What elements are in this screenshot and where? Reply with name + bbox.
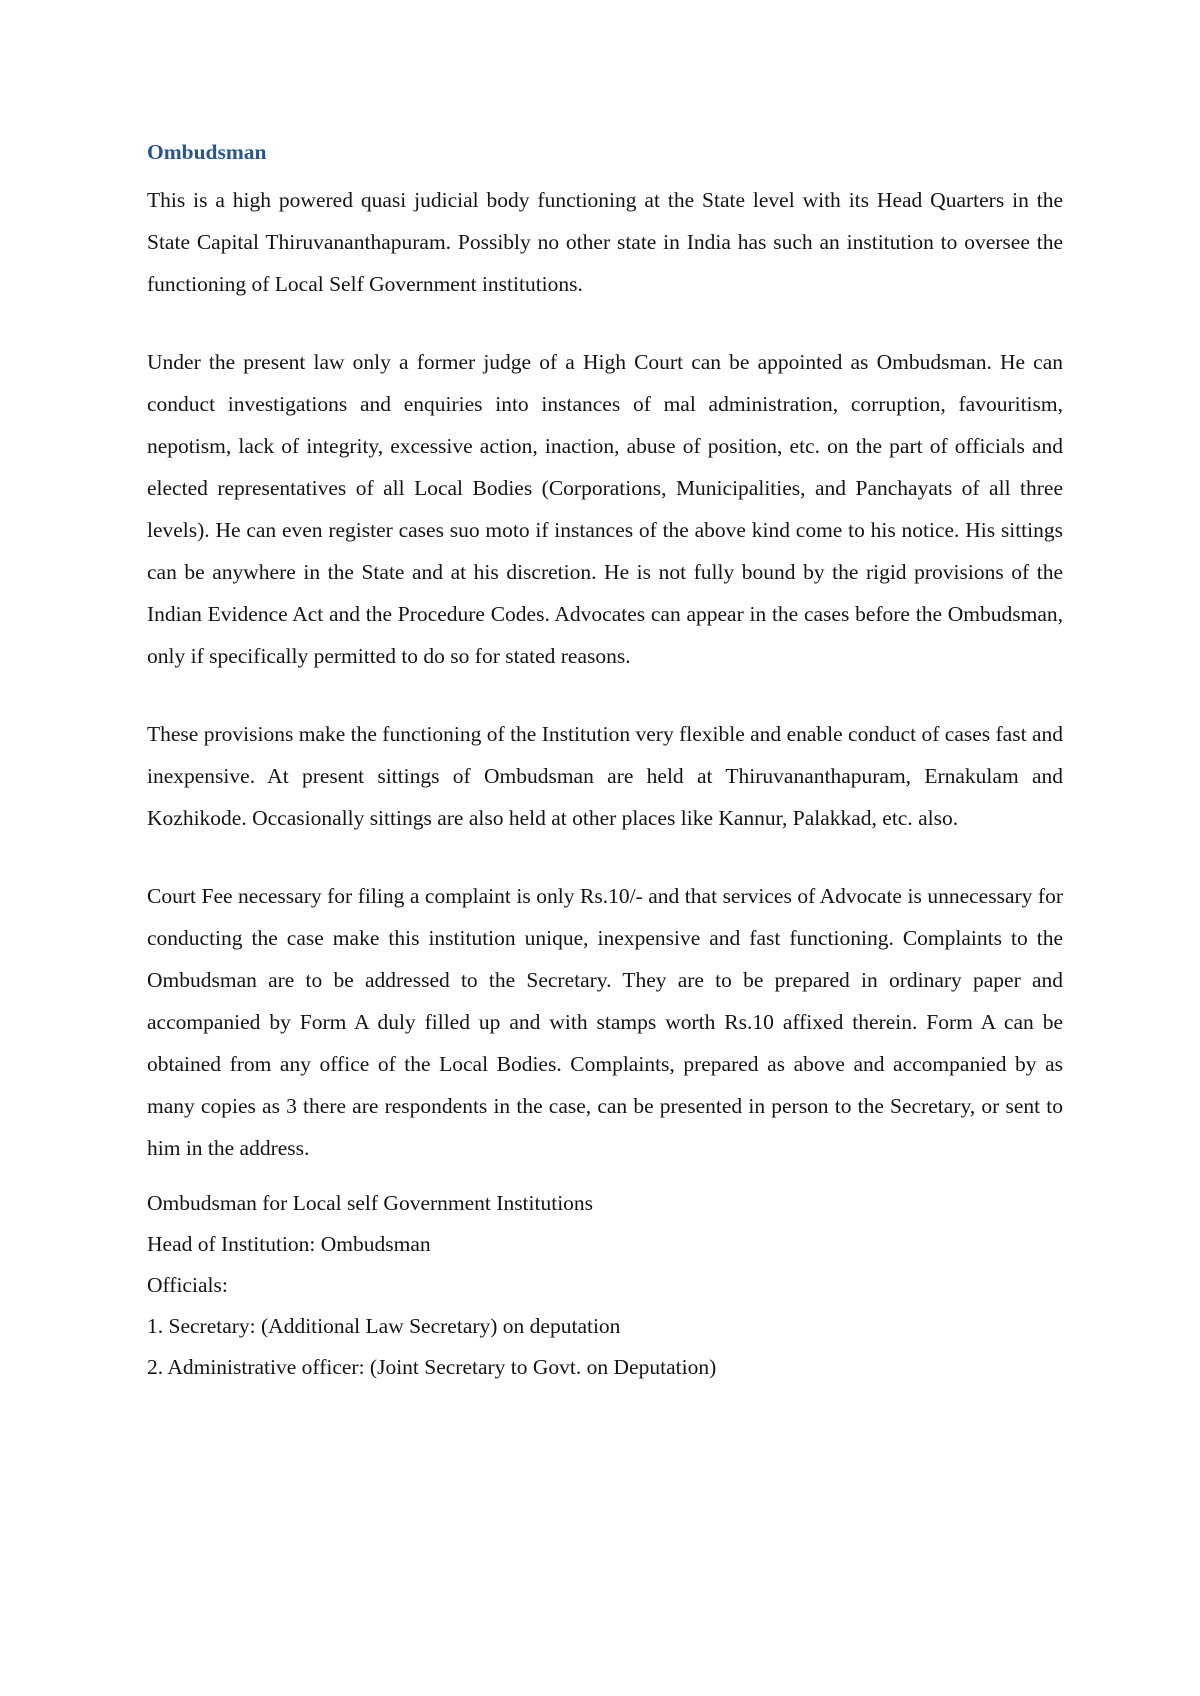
- paragraph-sittings: These provisions make the functioning of the Institution very flexible and enable conduct of cases fast and inexpensive. At present sittings of Ombudsman are held at Thiruvananthapuram, Ernakulam and Kozhikode. Occasionally sittings are also held at other places like Kannur, Palakkad, etc. also.: [147, 722, 1063, 830]
- document-page: [147, 138, 1063, 1388]
- paragraph-court-fee: Court Fee necessary for filing a complaint is only Rs.10/- and that services of Advocate is unnecessary for conducting the case make this institution unique, inexpensive and fast functioning. Complaints to the Ombudsman are to be addressed to the Secretary. They are to be prepared in ordinary paper and accompanied by Form A duly filled up and with stamps worth Rs.10 affixed therein. Form A can be obtained from any office of the Local Bodies. Complaints, prepared as above and accompanied by as many copies as 3 there are respondents in the case, can be presented in person to the Secretary, or sent to him in the address.: [147, 884, 1063, 1160]
- paragraph-spacer: [147, 839, 1063, 875]
- paragraph-intro: This is a high powered quasi judicial body functioning at the State level with its Head Quarters in the State Capital Thiruvananthapuram. Possibly no other state in India has such an institution to oversee the functioning of Local Self Government institutions.: [147, 188, 1063, 296]
- paragraph-spacer: [147, 305, 1063, 341]
- document-heading: Ombudsman: [147, 140, 267, 164]
- officials-label: Officials:: [147, 1273, 228, 1297]
- paragraph-powers: Under the present law only a former judge of a High Court can be appointed as Ombudsman. He can conduct investigations and enquiries into instances of mal administration, corruption, favouritism, nepotism, lack of integrity, excessive action, inaction, abuse of position, etc. on the part of officials and elected representatives of all Local Bodies (Corporations, Municipalities, and Panchayats of all three levels). He can even register cases suo moto if instances of the above kind come to his notice. His sittings can be anywhere in the State and at his discretion. He is not fully bound by the rigid provisions of the Indian Evidence Act and the Procedure Codes. Advocates can appear in the cases before the Ombudsman, only if specifically permitted to do so for stated reasons.: [147, 350, 1063, 668]
- official-item: 2. Administrative officer: (Joint Secretary to Govt. on Deputation): [147, 1355, 717, 1379]
- official-item: 1. Secretary: (Additional Law Secretary) on deputation: [147, 1314, 621, 1338]
- institution-name: Ombudsman for Local self Government Institutions: [147, 1191, 594, 1215]
- paragraph-spacer: [147, 1169, 1063, 1183]
- institution-head: Head of Institution: Ombudsman: [147, 1232, 431, 1256]
- paragraph-spacer: [147, 677, 1063, 713]
